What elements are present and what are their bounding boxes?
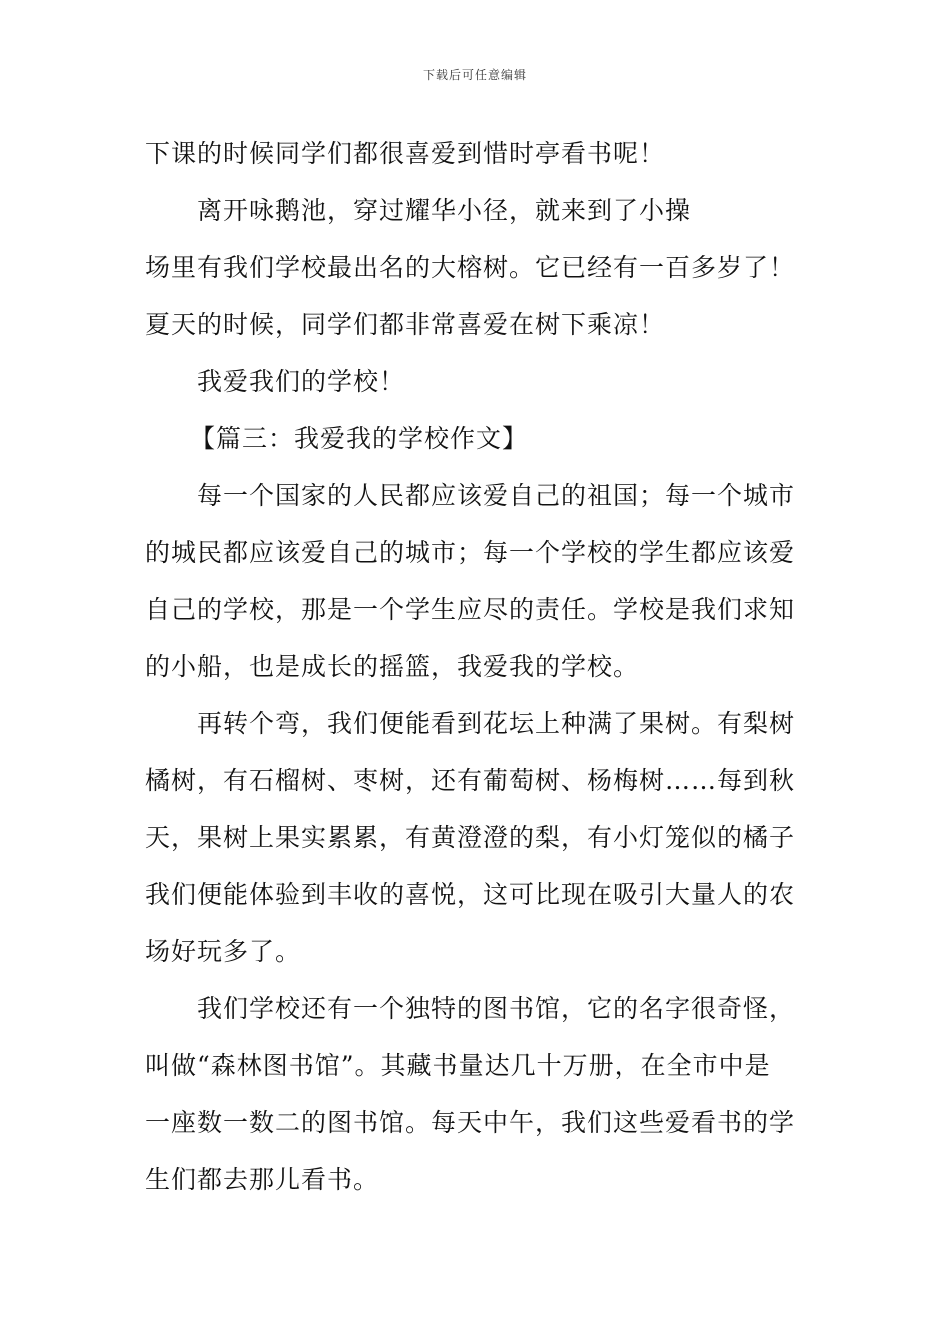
text-line-2: 离开咏鹅池，穿过耀华小径，就来到了小操 bbox=[197, 196, 692, 225]
text-line-5: 我爱我们的学校！ bbox=[197, 367, 406, 396]
text-line-11: 再转个弯，我们便能看到花坛上种满了果树。有梨树 bbox=[197, 709, 796, 738]
text-line-3: 场里有我们学校最出名的大榕树。它已经有一百多岁了！ bbox=[145, 253, 796, 282]
page-header-note: 下载后可任意编辑 bbox=[422, 68, 527, 82]
text-line-12: 橘树，有石榴树、枣树，还有葡萄树、杨梅树……每到秋 bbox=[145, 766, 796, 795]
text-line-1: 下课的时候同学们都很喜爱到惜时亭看书呢！ bbox=[145, 139, 666, 168]
text-line-9: 自己的学校，那是一个学生应尽的责任。学校是我们求知 bbox=[145, 595, 796, 624]
text-line-10: 的小船，也是成长的摇篮，我爱我的学校。 bbox=[145, 652, 640, 681]
text-line-15: 场好玩多了。 bbox=[145, 937, 302, 966]
text-line-16: 我们学校还有一个独特的图书馆，它的名字很奇怪， bbox=[197, 994, 796, 1023]
section-heading: 【篇三：我爱我的学校作文】 bbox=[190, 424, 529, 453]
text-line-13: 天，果树上果实累累，有黄澄澄的梨，有小灯笼似的橘子 bbox=[145, 823, 796, 852]
text-line-19: 生们都去那儿看书。 bbox=[145, 1165, 380, 1194]
document-body bbox=[145, 125, 810, 1208]
text-line-17: 叫做“森林图书馆”。其藏书量达几十万册，在全市中是 bbox=[145, 1051, 771, 1080]
text-line-4: 夏天的时候，同学们都非常喜爱在树下乘凉！ bbox=[145, 310, 666, 339]
text-line-8: 的城民都应该爱自己的城市；每一个学校的学生都应该爱 bbox=[145, 538, 796, 567]
text-line-7: 每一个国家的人民都应该爱自己的祖国；每一个城市 bbox=[197, 481, 796, 510]
text-line-18: 一座数一数二的图书馆。每天中午，我们这些爱看书的学 bbox=[145, 1108, 796, 1137]
text-line-14: 我们便能体验到丰收的喜悦，这可比现在吸引大量人的农 bbox=[145, 880, 796, 909]
